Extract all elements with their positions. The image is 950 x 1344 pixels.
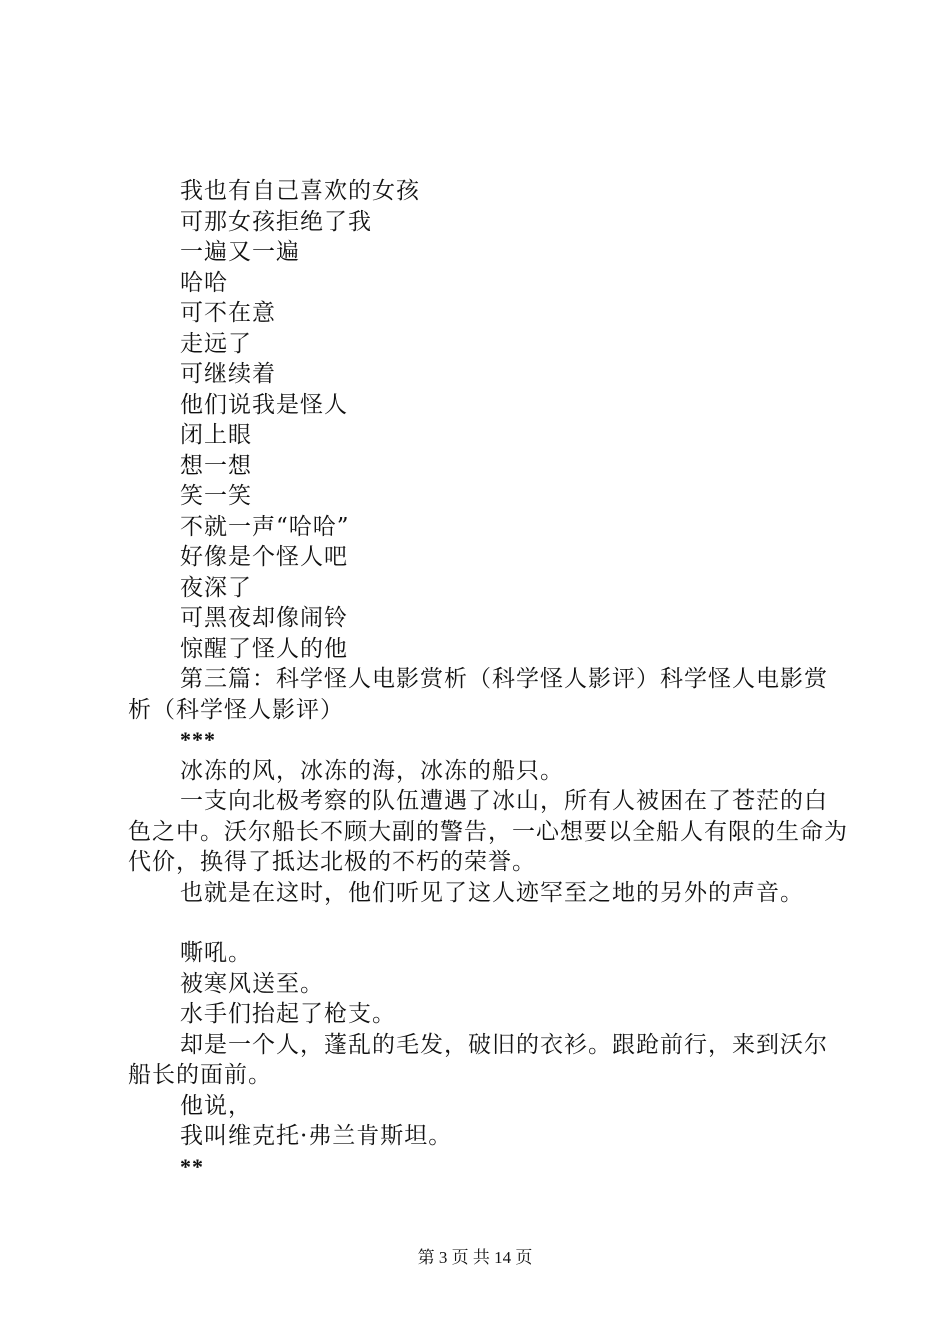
poem-line: 他们说我是怪人 [180,391,348,418]
blank-line [128,908,848,938]
separator-stars: *** [180,727,216,752]
page-footer: 第 3 页 共 14 页 [417,1248,533,1267]
poem-line: 好像是个怪人吧 [180,544,348,570]
poem-line: 想一想 [180,452,252,479]
paragraph: 冰冻的风，冰冻的海，冰冻的船只。 [180,757,564,784]
poem-line: 可不在意 [180,300,276,326]
poem-line: 惊醒了怪人的他 [180,635,348,662]
poem-line: 不就一声“哈哈” [180,513,350,540]
poem-line: 可继续着 [180,361,276,387]
paragraph: 我叫维克托·弗兰肯斯坦。 [180,1123,453,1149]
separator-stars: ** [180,1153,204,1179]
poem-line: 一遍又一遍 [180,239,300,265]
paragraph: 却是一个人，蓬乱的毛发，破旧的衣衫。跟跄前行，来到沃尔船长的面前。 [128,1031,828,1088]
poem-line: 可那女孩拒绝了我 [180,208,372,235]
poem-line: 我也有自己喜欢的女孩 [180,178,420,204]
paragraph: 水手们抬起了枪支。 [180,1001,396,1027]
paragraph: 嘶吼。 [180,940,252,966]
body-text [128,176,848,1182]
poem-line: 走远了 [180,330,252,357]
poem-line: 哈哈 [180,269,228,296]
paragraph: 被寒风送至。 [180,970,324,997]
paragraph: 一支向北极考察的队伍遭遇了冰山，所有人被困在了苍茫的白色之中。沃尔船长不顾大副的警告，一心想要以全船人有限的生命为代价，换得了抵达北极的不朽的荣誉。 [128,788,848,875]
poem-line: 闭上眼 [180,422,252,448]
paragraph: 他说， [180,1092,252,1119]
poem-line: 可黑夜却像闹铃 [180,605,348,631]
section-title: 第三篇：科学怪人电影赏析（科学怪人影评）科学怪人电影赏析（科学怪人影评） [128,666,828,723]
paragraph: 也就是在这时，他们听见了这人迹罕至之地的另外的声音。 [180,879,804,906]
poem-line: 夜深了 [180,574,252,601]
poem-line: 笑一笑 [180,483,252,509]
